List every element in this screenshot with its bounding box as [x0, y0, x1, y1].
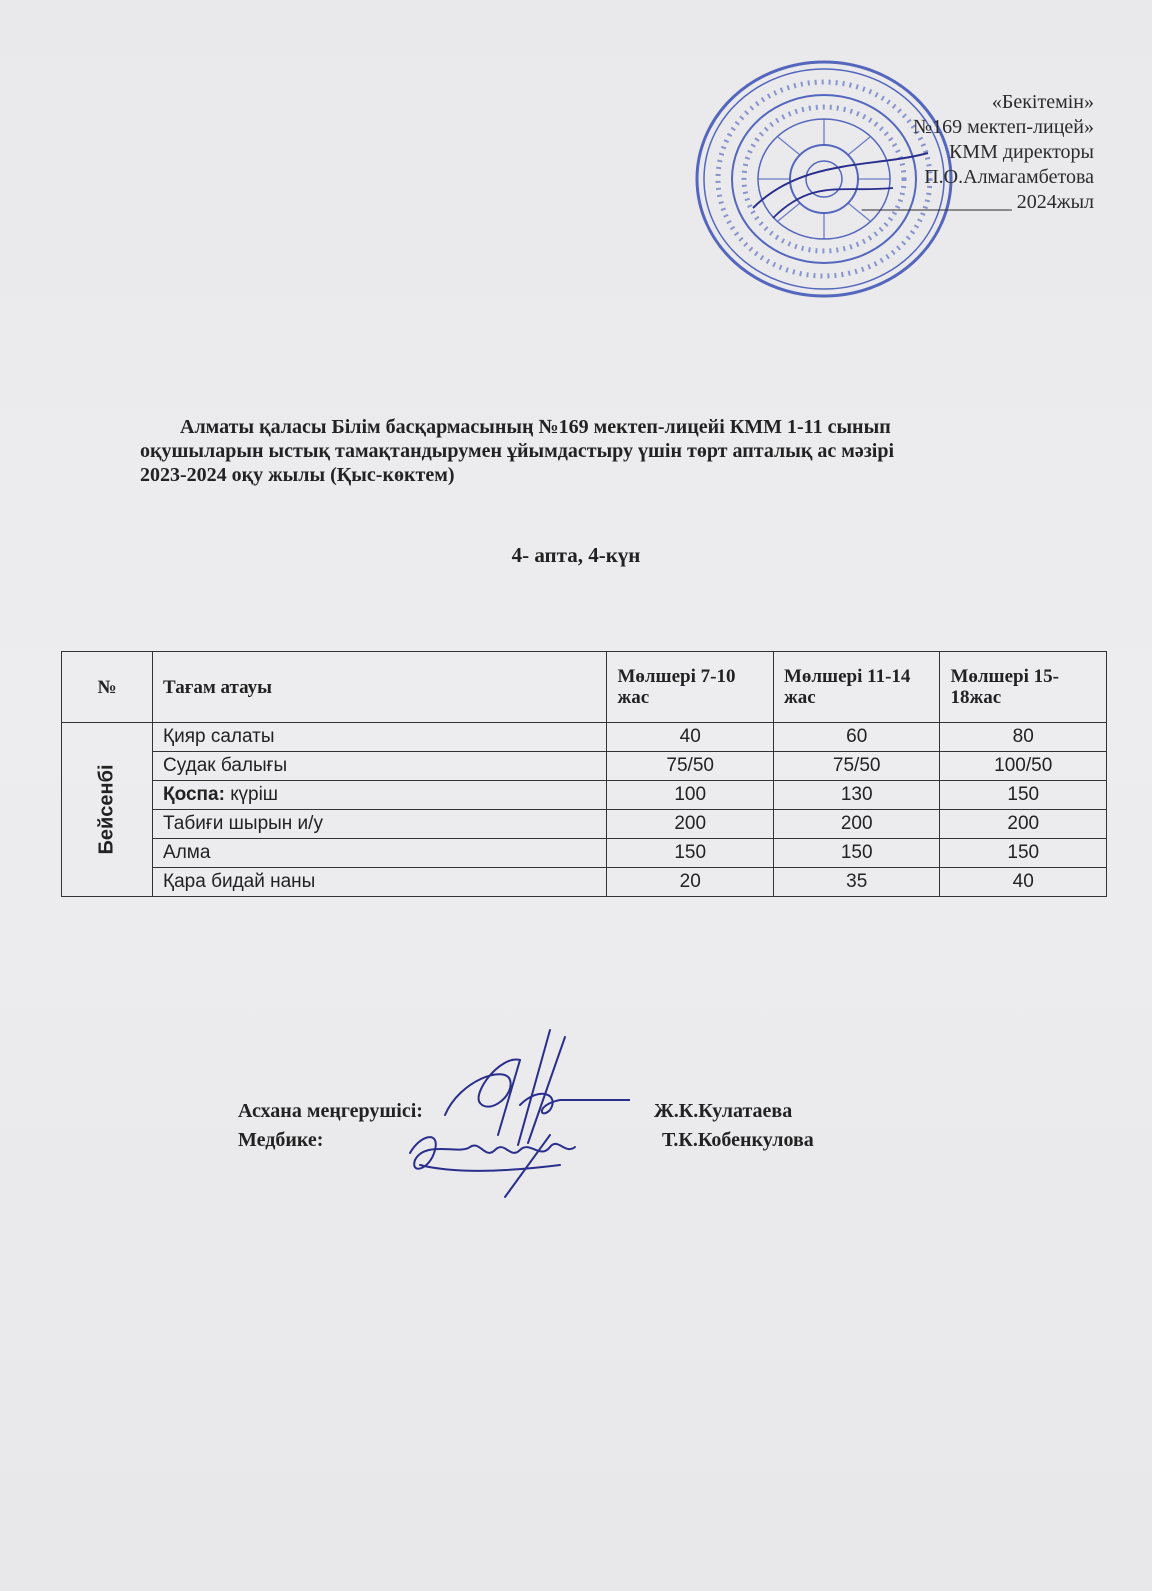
- approval-block: [862, 90, 1094, 215]
- table-row: [62, 839, 1107, 868]
- portion-7-10: 150: [607, 839, 774, 868]
- dish-name-text: күріш: [230, 784, 279, 805]
- approval-line-approve: «Бекітемін»: [991, 91, 1094, 113]
- menu-table: [61, 651, 1107, 897]
- table-row: [62, 810, 1107, 839]
- table-row: [62, 752, 1107, 781]
- day-cell: [62, 723, 153, 897]
- day-label: Бейсенбі: [95, 764, 118, 855]
- dish-name: Табиғи шырын и/у: [153, 810, 607, 839]
- name-nurse: Т.К.Кобенкулова: [662, 1129, 814, 1151]
- dish-name: [153, 781, 607, 810]
- portion-11-14: 200: [773, 810, 940, 839]
- document-title: [140, 415, 1070, 487]
- header-portion-7-10: Мөлшері 7-10 жас: [607, 652, 774, 723]
- table-header-row: [62, 652, 1107, 723]
- header-dish-name: Тағам атауы: [153, 652, 607, 723]
- approval-line-date: _______________ 2024жыл: [861, 191, 1094, 213]
- portion-15-18: 80: [940, 723, 1107, 752]
- name-kitchen-head: Ж.К.Кулатаева: [654, 1100, 793, 1122]
- portion-11-14: 35: [773, 868, 940, 897]
- header-portion-11-14: Мөлшері 11-14 жас: [773, 652, 940, 723]
- header-portion-15-18: Мөлшері 15-18жас: [940, 652, 1107, 723]
- table-row: [62, 781, 1107, 810]
- approval-line-director-name: П.О.Алмагамбетова: [924, 166, 1094, 188]
- portion-15-18: 100/50: [940, 752, 1107, 781]
- dish-name: Судак балығы: [153, 752, 607, 781]
- portion-11-14: 75/50: [773, 752, 940, 781]
- portion-15-18: 150: [940, 781, 1107, 810]
- title-line-2: оқушыларын ыстық тамақтандырумен ұйымдастыру үшін төрт апталық ас мәзірі: [140, 440, 895, 462]
- portion-7-10: 20: [607, 868, 774, 897]
- dish-name-prefix: Қоспа:: [163, 784, 225, 805]
- dish-name: Қара бидай наны: [153, 868, 607, 897]
- portion-7-10: 40: [607, 723, 774, 752]
- portion-15-18: 150: [940, 839, 1107, 868]
- role-nurse: Медбике:: [238, 1129, 324, 1151]
- week-day-subtitle: 4- апта, 4-күн: [511, 543, 641, 567]
- header-number: №: [62, 652, 153, 723]
- portion-11-14: 60: [773, 723, 940, 752]
- table-row: [62, 868, 1107, 897]
- portion-7-10: 100: [607, 781, 774, 810]
- title-line-3: 2023-2024 оқу жылы (Қыс-көктем): [140, 464, 455, 486]
- title-line-1: Алматы қаласы Білім басқармасының №169 мектеп-лицейі КММ 1-11 сынып: [180, 416, 891, 438]
- approval-line-school: №169 мектеп-лицей»: [912, 116, 1094, 138]
- role-kitchen-head: Асхана меңгерушісі:: [238, 1100, 423, 1122]
- dish-name: Қияр салаты: [153, 723, 607, 752]
- table-row: [62, 723, 1107, 752]
- portion-11-14: 130: [773, 781, 940, 810]
- portion-15-18: 200: [940, 810, 1107, 839]
- dish-name: Алма: [153, 839, 607, 868]
- approval-line-position: КММ директоры: [948, 141, 1094, 163]
- portion-15-18: 40: [940, 868, 1107, 897]
- portion-11-14: 150: [773, 839, 940, 868]
- handwritten-signatures: [400, 1025, 630, 1200]
- portion-7-10: 75/50: [607, 752, 774, 781]
- portion-7-10: 200: [607, 810, 774, 839]
